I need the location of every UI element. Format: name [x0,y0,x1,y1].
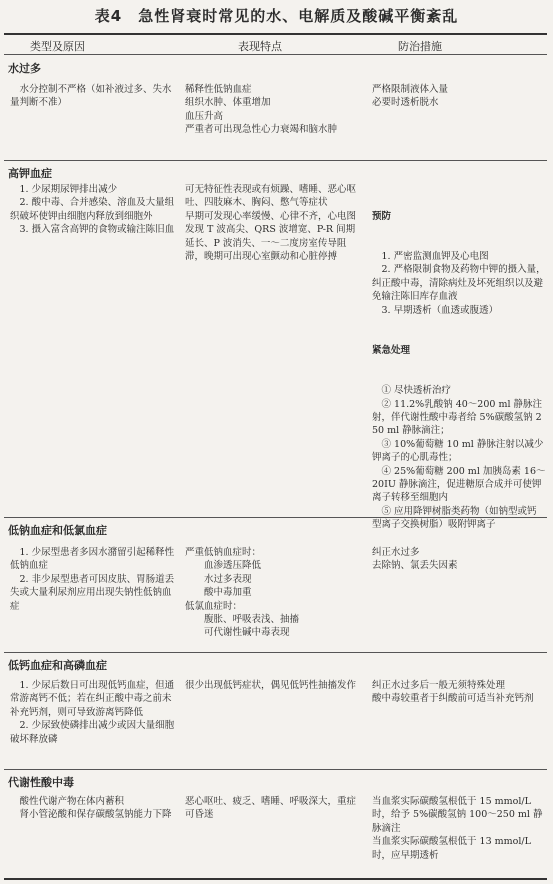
header-cause: 类型及原因 [30,40,85,53]
prevention-text: 1. 严密监测血钾及心电图 2. 严格限制食物及药物中钾的摄入量，纠正酸中毒，清除病灶及坏死组织以及避免输注陈旧库存血液 3. 早期透析（血透或腹透） [372,251,546,316]
section-divider [4,517,547,518]
hyperkalemia-treatment [372,183,546,558]
water-excess-treatment: 严格限制液体入量 必要时透析脱水 [372,84,449,109]
header-rule [4,54,547,55]
water-excess-cause: 水分控制不严格（如补液过多、失水量判断不准） [10,84,172,109]
section-divider [4,652,547,653]
header-features: 表现特点 [238,40,282,53]
hypocalcemia-treatment: 纠正水过多后一般无须特殊处理 酸中毒较重者于纠酸前可适当补充钙剂 [372,680,534,705]
water-excess-features: 稀释性低钠血症 组织水肿、体重增加 血压升高 严重者可出现急性心力衰竭和脑水肿 [185,84,338,136]
table-header [0,38,553,52]
emergency-heading: 紧急处理 [372,344,411,356]
hyponatremia-cause: 1. 少尿型患者多因水潴留引起稀释性低钠血症 2. 非少尿型患者可因皮肤、胃肠道丢失或大量利尿剂应用出现失钠性低钠血症 [10,547,175,612]
prevention-heading: 预防 [372,210,392,222]
section-title-water-excess: 水过多 [8,62,41,75]
acidosis-features: 恶心呕吐、疲乏、嗜睡、呼吸深大，重症可昏迷 [185,796,357,821]
section-title-hypocalcemia: 低钙血症和高磷血症 [8,659,107,672]
hyponatremia-features: 严重低钠血症时： 血渗透压降低 水过多表现 酸中毒加重 低氯血症时： 腹胀、呼吸表浅、抽搐 可代谢性碱中毒表现 [185,547,300,639]
hyperkalemia-cause: 1. 少尿期尿钾排出减少 2. 酸中毒、合并感染、溶血及大量组织破坏使钾由细胞内释放到细胞外 3. 摄入富含高钾的食物或输注陈旧血 [10,184,175,236]
bottom-rule [4,878,547,880]
header-treatment: 防治措施 [398,40,442,53]
hyperkalemia-features: 可无特征性表现或有烦躁、嗜睡、恶心呕吐、四肢麻木、胸闷、憋气等症状 早期可发现心率缓慢、心律不齐，心电图发现 T 波高尖、QRS 波增宽、P-R 间期延长、P 波消失、一～二度房室传导阻滞，晚期可出现心室颤动和心脏停搏 [185,184,357,263]
hypocalcemia-cause: 1. 少尿后数日可出现低钙血症，但通常游离钙不低；若在纠正酸中毒之前未补充钙剂，则可导致游离钙降低 2. 少尿致使磷排出减少或因大量细胞破坏释放磷 [10,680,175,745]
section-divider [4,769,547,770]
section-title-acidosis: 代谢性酸中毒 [8,776,74,789]
top-rule [4,33,547,35]
section-divider [4,160,547,161]
emergency-text: ① 尽快透析治疗 ② 11.2%乳酸钠 40～200 ml 静脉注射，伴代谢性酸中毒者给 5%碳酸氢钠 250 ml 静脉滴注； ③ 10%葡萄糖 10 ml 静脉注射以减少钾离子的心肌毒性； ④ 25%葡萄糖 200 ml 加胰岛素 16～20IU 静脉滴注，促进糖原合成并可使钾离子转移至细胞内 ⑤ 应用降钾树脂类药物（如钠型或钙型离子交换树脂）吸附钾离子 [372,385,546,531]
acidosis-cause: 酸性代谢产物在体内蓄积 肾小管泌酸和保存碳酸氢钠能力下降 [19,796,172,821]
hyponatremia-treatment: 纠正水过多 去除钠、氯丢失因素 [372,547,458,572]
section-title-hyponatremia: 低钠血症和低氯血症 [8,524,107,537]
acidosis-treatment: 当血浆实际碳酸氢根低于 15 mmol/L 时，给予 5%碳酸氢钠 100～250 ml 静脉滴注 当血浆实际碳酸氢根低于 13 mmol/L 时，应早期透析 [372,796,543,861]
hypocalcemia-features: 很少出现低钙症状，偶见低钙性抽搐发作 [185,680,357,691]
table-title: 表4 急性肾衰时常见的水、电解质及酸碱平衡紊乱 [94,7,459,25]
section-title-hyperkalemia: 高钾血症 [8,167,52,180]
